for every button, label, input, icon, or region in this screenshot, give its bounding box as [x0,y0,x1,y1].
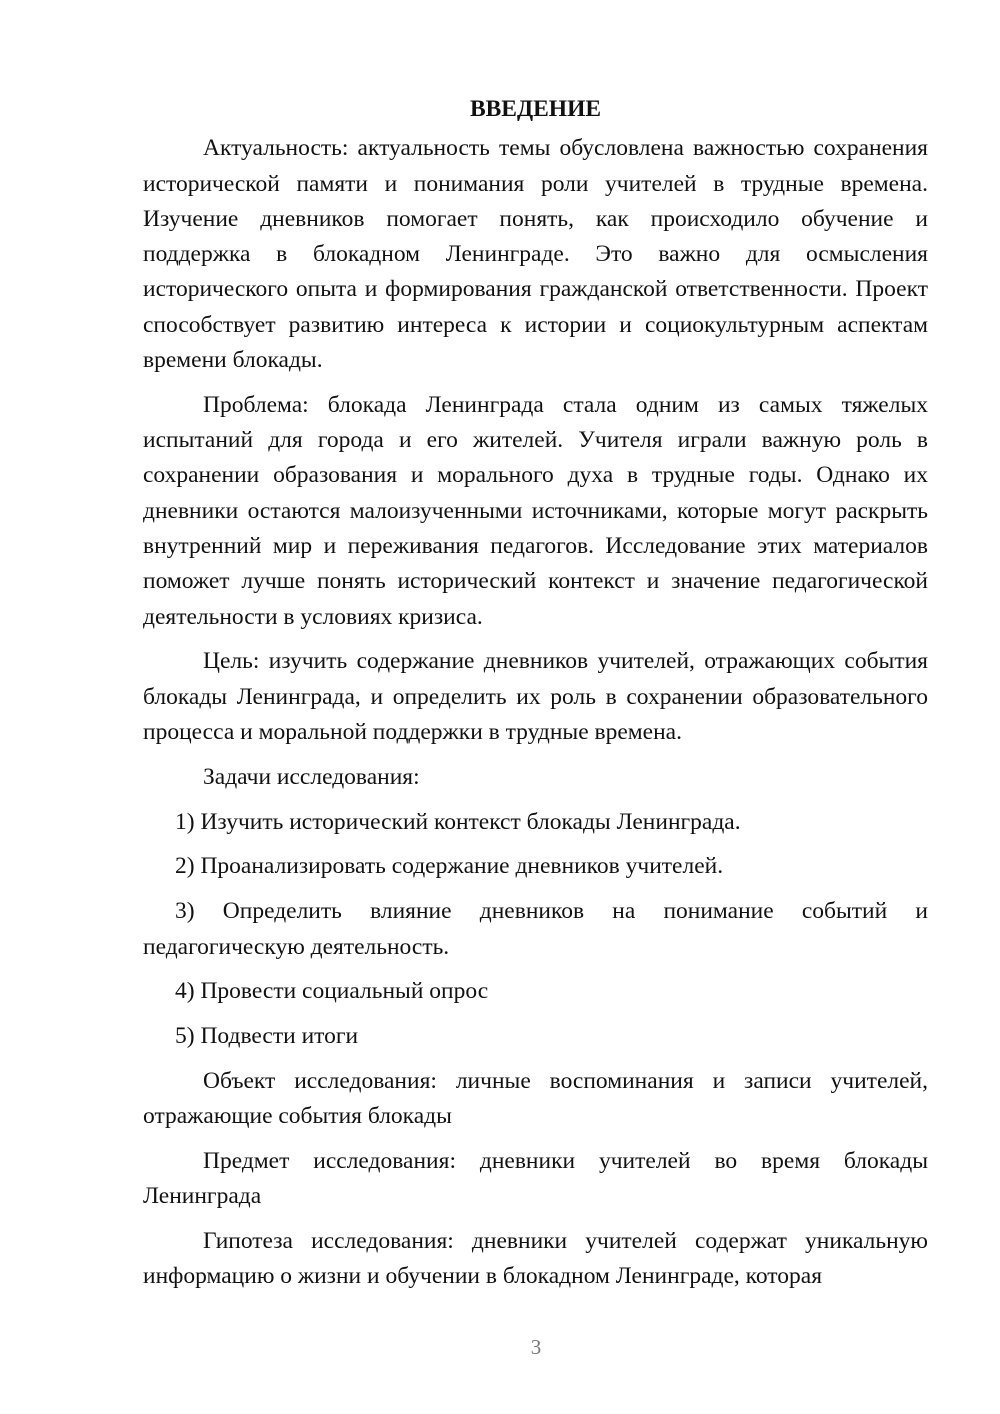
task-item-4: 4) Провести социальный опрос [175,978,489,1005]
paragraph-goal: Цель: изучить содержание дневников учителей, отражающих события блокады Ленинграда, и определить их роль в сохранении образовательного процесса и моральной поддержки в трудные времена. [143,648,928,746]
section-title: ВВЕДЕНИЕ [469,96,602,122]
paragraph-relevance: Актуальность: актуальность темы обусловлена важностью сохранения исторической памяти и понимания роли учителей в трудные времена. Изучение дневников помогает понять, как происходило обучение и поддержка в блокадном Ленинграде. Это важно для осмысления исторического опыта и формирования гражданской ответственности. Проект способствует развитию интереса к истории и социокультурным аспектам времени блокады. [143,135,928,374]
paragraph-tasks-heading: Задачи исследования: [203,763,420,790]
paragraph-problem: Проблема: блокада Ленинграда стала одним из самых тяжелых испытаний для города и его жителей. Учителя играли важную роль в сохранении образования и морального духа в трудные годы. Однако их дневники остаются малоизученными источниками, которые могут раскрыть внутренний мир и переживания педагогов. Исследование этих материалов поможет лучше понять исторический контекст и значение педагогической деятельности в условиях кризиса. [143,391,928,630]
task-item-3: 3) Определить влияние дневников на понимание событий и педагогическую деятельность. [143,898,928,960]
paragraph-hypothesis: Гипотеза исследования: дневники учителей содержат уникальную информацию о жизни и обучении в блокадном Ленинграде, которая [143,1228,928,1290]
page-number [72,1335,1000,1360]
page-content [143,92,928,1295]
task-item-5: 5) Подвести итоги [175,1023,359,1050]
paragraph-object: Объект исследования: личные воспоминания и записи учителей, отражающие события блокады [143,1067,928,1130]
task-item-1: 1) Изучить исторический контекст блокады Ленинграда. [175,808,741,835]
task-item-2: 2) Проанализировать содержание дневников учителей. [175,853,724,880]
paragraph-subject: Предмет исследования: дневники учителей во время блокады Ленинграда [143,1148,928,1210]
page-number-text: 3 [530,1335,542,1359]
